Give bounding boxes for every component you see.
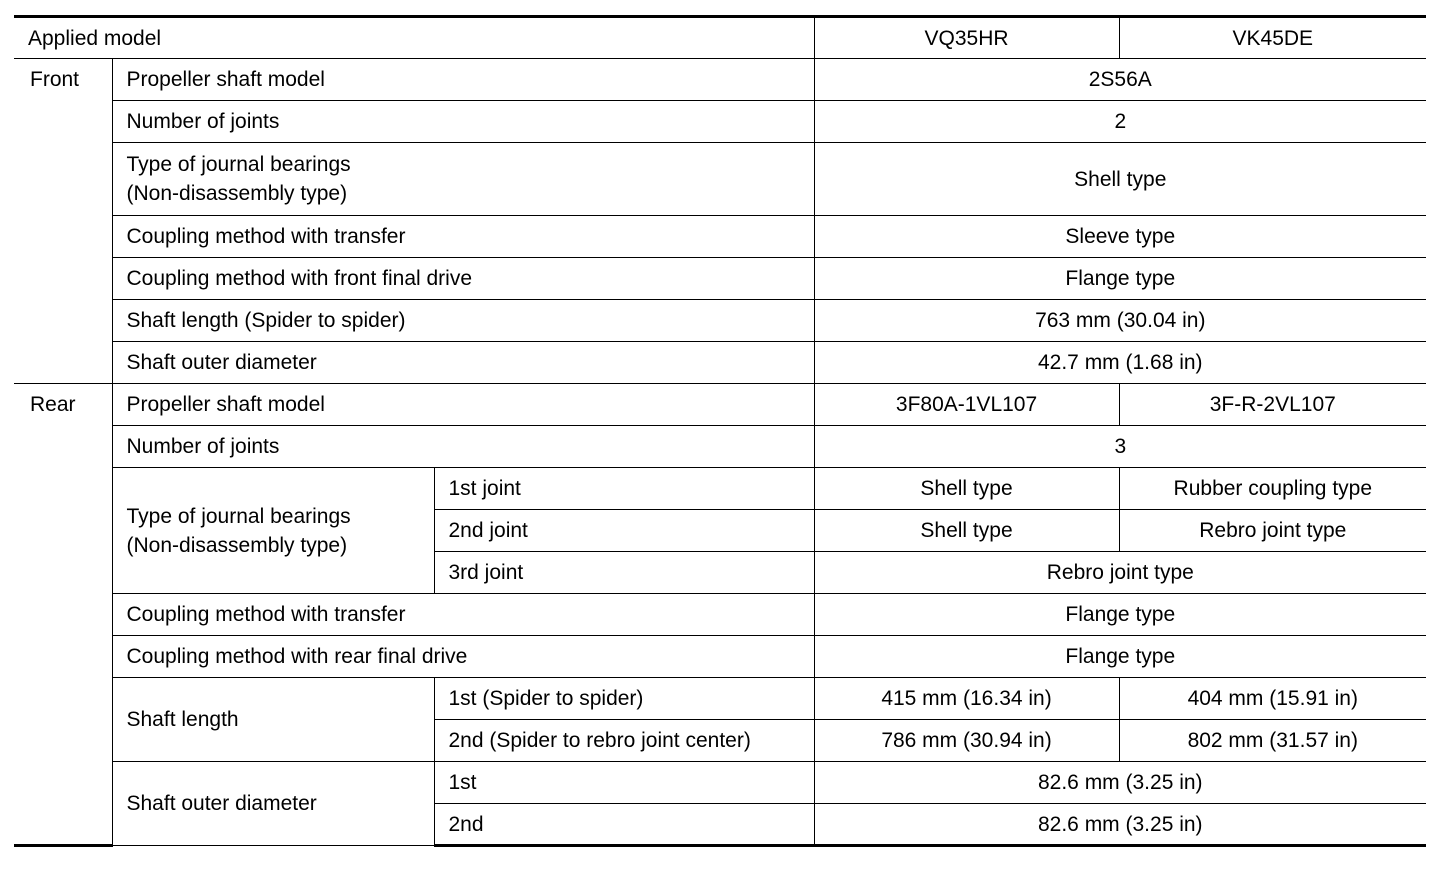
rear-shaft-length-second-value-a: 786 mm (30.94 in): [814, 720, 1119, 762]
rear-joint2-value-b: Rebro joint type: [1119, 510, 1426, 552]
table-row: [14, 594, 1426, 636]
rear-shaft-outer-diameter-second-label: 2nd: [434, 804, 814, 846]
table-row: [14, 258, 1426, 300]
rear-shaft-length-first-value-b: 404 mm (15.91 in): [1119, 678, 1426, 720]
rear-joint2-label: 2nd joint: [434, 510, 814, 552]
rear-coupling-final-drive-value: Flange type: [814, 636, 1426, 678]
front-shaft-length-label: Shaft length (Spider to spider): [112, 300, 814, 342]
front-number-of-joints-label: Number of joints: [112, 101, 814, 143]
table-row: [14, 762, 1426, 804]
front-coupling-transfer-label: Coupling method with transfer: [112, 216, 814, 258]
rear-shaft-length-label: Shaft length: [112, 678, 434, 762]
rear-journal-bearings-label: [112, 468, 434, 594]
rear-joint1-value-b: Rubber coupling type: [1119, 468, 1426, 510]
front-section-label: Front: [14, 59, 112, 384]
table-row: [14, 216, 1426, 258]
front-propeller-shaft-model-label: Propeller shaft model: [112, 59, 814, 101]
rear-joint2-value-a: Shell type: [814, 510, 1119, 552]
table-row: [14, 384, 1426, 426]
rear-joint3-value: Rebro joint type: [814, 552, 1426, 594]
rear-section-label: Rear: [14, 384, 112, 846]
rear-joint1-label: 1st joint: [434, 468, 814, 510]
front-propeller-shaft-model-value: 2S56A: [814, 59, 1426, 101]
front-coupling-final-drive-value: Flange type: [814, 258, 1426, 300]
front-journal-bearings-label-line2: (Non-disassembly type): [126, 182, 348, 205]
rear-shaft-outer-diameter-label: Shaft outer diameter: [112, 762, 434, 846]
table-row: [14, 426, 1426, 468]
front-journal-bearings-label-line1: Type of journal bearings: [126, 153, 351, 176]
table-row: [14, 143, 1426, 216]
front-coupling-final-drive-label: Coupling method with front final drive: [112, 258, 814, 300]
rear-shaft-outer-diameter-first-label: 1st: [434, 762, 814, 804]
rear-journal-bearings-label-line2: (Non-disassembly type): [126, 533, 348, 557]
rear-number-of-joints-label: Number of joints: [112, 426, 814, 468]
table-row: [14, 678, 1426, 720]
model-b-header: VK45DE: [1119, 17, 1426, 59]
table-row: [14, 101, 1426, 143]
rear-shaft-outer-diameter-first-value: 82.6 mm (3.25 in): [814, 762, 1426, 804]
rear-coupling-final-drive-label: Coupling method with rear final drive: [112, 636, 814, 678]
rear-number-of-joints-value: 3: [814, 426, 1426, 468]
front-number-of-joints-value: 2: [814, 101, 1426, 143]
front-journal-bearings-label: [112, 143, 814, 216]
table-row: [14, 300, 1426, 342]
front-coupling-transfer-value: Sleeve type: [814, 216, 1426, 258]
header-row: [14, 17, 1426, 59]
front-shaft-length-value: 763 mm (30.04 in): [814, 300, 1426, 342]
table-row: [14, 59, 1426, 101]
model-a-header: VQ35HR: [814, 17, 1119, 59]
rear-shaft-length-first-label: 1st (Spider to spider): [434, 678, 814, 720]
rear-joint3-label: 3rd joint: [434, 552, 814, 594]
applied-model-label: Applied model: [14, 17, 814, 59]
front-shaft-outer-diameter-value: 42.7 mm (1.68 in): [814, 342, 1426, 384]
table-row: [14, 468, 1426, 510]
front-shaft-outer-diameter-label: Shaft outer diameter: [112, 342, 814, 384]
propeller-shaft-spec-table: [14, 15, 1426, 847]
table-row: [14, 342, 1426, 384]
rear-shaft-length-first-value-a: 415 mm (16.34 in): [814, 678, 1119, 720]
rear-shaft-outer-diameter-second-value: 82.6 mm (3.25 in): [814, 804, 1426, 846]
table-row: [14, 636, 1426, 678]
rear-propeller-shaft-model-value-a: 3F80A-1VL107: [814, 384, 1119, 426]
rear-shaft-length-second-value-b: 802 mm (31.57 in): [1119, 720, 1426, 762]
rear-journal-bearings-label-line1: Type of journal bearings: [126, 504, 351, 528]
rear-shaft-length-second-label: 2nd (Spider to rebro joint center): [434, 720, 814, 762]
rear-propeller-shaft-model-value-b: 3F-R-2VL107: [1119, 384, 1426, 426]
rear-coupling-transfer-label: Coupling method with transfer: [112, 594, 814, 636]
rear-coupling-transfer-value: Flange type: [814, 594, 1426, 636]
rear-joint1-value-a: Shell type: [814, 468, 1119, 510]
rear-propeller-shaft-model-label: Propeller shaft model: [112, 384, 814, 426]
front-journal-bearings-value: Shell type: [814, 143, 1426, 216]
